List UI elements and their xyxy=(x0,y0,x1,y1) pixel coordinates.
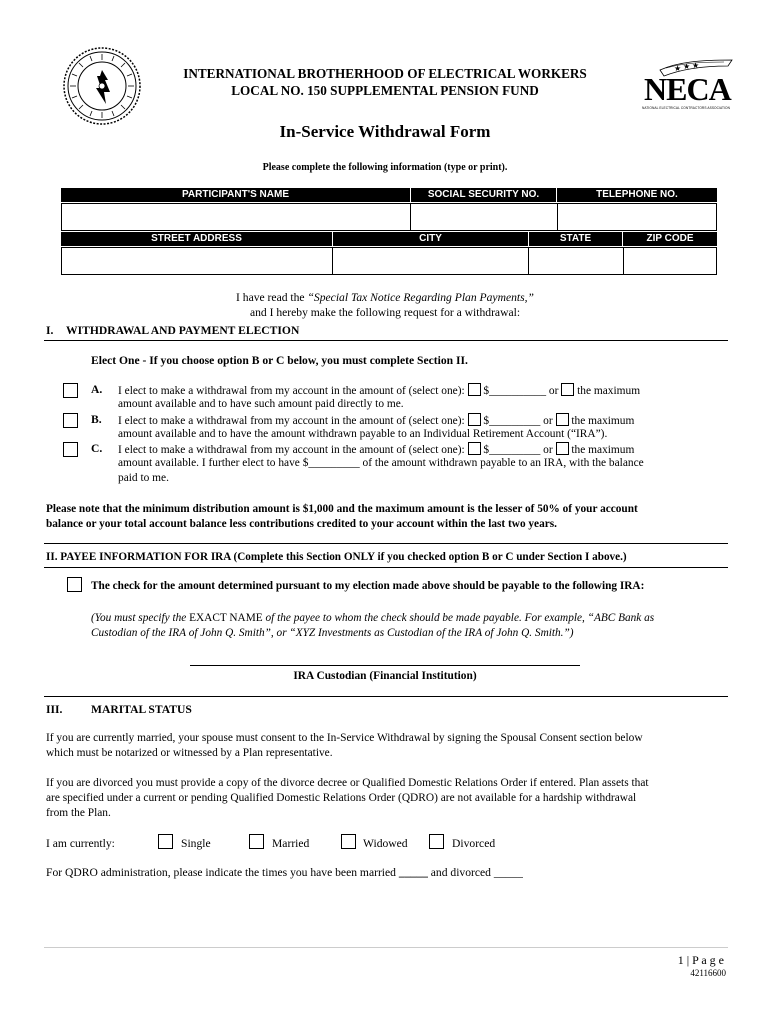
option-c-checkbox[interactable] xyxy=(63,442,78,457)
section1-title: WITHDRAWAL AND PAYMENT ELECTION xyxy=(66,324,300,337)
currently-label: I am currently: xyxy=(46,837,115,850)
option-c-amount-blank: $_________ or xyxy=(483,444,553,456)
section1-divider xyxy=(44,340,728,341)
option-b-letter: B. xyxy=(91,413,102,426)
qdro-line xyxy=(46,866,523,879)
option-b-line2: amount available and to have the amount withdrawn payable to an Individual Retirement Account (“IRA”). xyxy=(118,428,608,440)
section2-title: II. PAYEE INFORMATION FOR IRA (Complete this Section ONLY if you checked option B or C under Section I above.) xyxy=(46,551,627,563)
col-state: STATE xyxy=(529,232,622,246)
option-c-text: I elect to make a withdrawal from my account in the amount of (select one): xyxy=(118,444,465,456)
option-c-amount-checkbox[interactable] xyxy=(468,442,481,455)
times-divorced-field[interactable]: _____ xyxy=(493,866,523,879)
neca-logo-subtext: NATIONAL ELECTRICAL CONTRACTORS ASSOCIATION xyxy=(642,106,731,110)
col-telephone: TELEPHONE NO. xyxy=(557,188,717,202)
option-a-line2: amount available and to have such amount paid directly to me. xyxy=(118,398,404,410)
col-ssn: SOCIAL SECURITY NO. xyxy=(411,188,556,202)
option-a-maximum-label: the maximum xyxy=(577,385,641,397)
street-address-field[interactable] xyxy=(61,247,333,275)
union-seal-logo xyxy=(62,46,142,126)
option-b-maximum-label: the maximum xyxy=(571,415,635,427)
qdro-prefix: For QDRO administration, please indicate the times you have been married xyxy=(46,866,396,879)
col-city: CITY xyxy=(333,232,528,246)
section2-divider-top xyxy=(44,543,728,544)
single-label: Single xyxy=(181,837,211,850)
option-a-maximum-checkbox[interactable] xyxy=(561,383,574,396)
option-b-checkbox[interactable] xyxy=(63,413,78,428)
option-a-amount-checkbox[interactable] xyxy=(468,383,481,396)
col-street-address: STREET ADDRESS xyxy=(61,232,332,246)
svg-text:★: ★ xyxy=(683,62,691,71)
qdro-mid: and divorced xyxy=(427,866,494,879)
ira-payee-checkbox[interactable] xyxy=(67,577,82,592)
option-b-maximum-checkbox[interactable] xyxy=(556,413,569,426)
payee-instruction-c: of the payee to whom the check should be made payable. For example, “ABC Bank as xyxy=(262,612,655,624)
special-tax-notice-title: “Special Tax Notice Regarding Plan Payments,” xyxy=(307,291,534,304)
distribution-note-line1: Please note that the minimum distribution amount is $1,000 and the maximum amount is the lesser of 50% of your account xyxy=(46,503,638,515)
payee-instruction-exact-name: EXACT NAME xyxy=(189,612,263,624)
footer-divider xyxy=(44,947,728,948)
option-a-letter: A. xyxy=(91,383,103,396)
single-checkbox[interactable] xyxy=(158,834,173,849)
option-b-amount-blank: $_________ or xyxy=(483,415,553,427)
option-c-line1 xyxy=(118,442,726,456)
payee-instruction-line1 xyxy=(91,612,654,624)
neca-logo-text: NECA xyxy=(644,71,731,107)
section3-number: III. xyxy=(46,703,63,716)
marital-para2-line1: If you are divorced you must provide a copy of the divorce decree or Qualified Domestic Relations Order if entered. Plan assets that xyxy=(46,777,649,789)
marital-para1-line2: which must be notarized or witnessed by a Plan representative. xyxy=(46,747,333,759)
married-checkbox[interactable] xyxy=(249,834,264,849)
ira-custodian-label: IRA Custodian (Financial Institution) xyxy=(293,670,477,682)
city-field[interactable] xyxy=(332,247,529,275)
option-a-checkbox[interactable] xyxy=(63,383,78,398)
section3-divider-top xyxy=(44,696,728,697)
section1-number: I. xyxy=(46,324,54,337)
ira-custodian-signature-line[interactable] xyxy=(190,665,580,666)
payee-instruction-a: (You must specify the xyxy=(91,612,190,624)
option-b-text: I elect to make a withdrawal from my account in the amount of (select one): xyxy=(118,415,465,427)
org-name-line1: INTERNATIONAL BROTHERHOOD OF ELECTRICAL WORKERS xyxy=(183,66,587,81)
org-name-line2: LOCAL NO. 150 SUPPLEMENTAL PENSION FUND xyxy=(231,83,539,98)
option-c-line2: amount available. I further elect to have $_________ of the amount withdrawn payable to an IRA, with the balance xyxy=(118,457,644,469)
option-b-line1 xyxy=(118,413,726,427)
ira-payee-statement: The check for the amount determined pursuant to my election made above should be payable to the following IRA: xyxy=(91,580,645,592)
payee-instruction-line2: Custodian of the IRA of John Q. Smith”, or “XYZ Investments as Custodian of the IRA of John Q. Smith.”) xyxy=(91,627,574,639)
ssn-field[interactable] xyxy=(410,203,558,231)
section3-title: MARITAL STATUS xyxy=(91,703,192,716)
distribution-note-line2: balance or your total account balance less contributions credited to your account within the last two years. xyxy=(46,518,557,530)
times-married-field[interactable]: _____ xyxy=(398,866,428,879)
married-label: Married xyxy=(272,837,310,850)
section2-divider xyxy=(44,567,728,568)
divorced-label: Divorced xyxy=(452,837,496,850)
option-a-line1 xyxy=(118,383,726,397)
zip-code-field[interactable] xyxy=(623,247,717,275)
elect-one-instruction: Elect One - If you choose option B or C below, you must complete Section II. xyxy=(91,354,468,367)
option-a-amount-blank: $__________ or xyxy=(483,385,559,397)
telephone-field[interactable] xyxy=(557,203,717,231)
option-b-amount-checkbox[interactable] xyxy=(468,413,481,426)
form-title: In-Service Withdrawal Form xyxy=(279,122,491,141)
participant-name-field[interactable] xyxy=(61,203,411,231)
option-c-maximum-checkbox[interactable] xyxy=(556,442,569,455)
form-instructions: Please complete the following information (type or print). xyxy=(262,162,508,173)
intro-line2: and I hereby make the following request for a withdrawal: xyxy=(249,306,521,319)
widowed-checkbox[interactable] xyxy=(341,834,356,849)
option-c-maximum-label: the maximum xyxy=(571,444,635,456)
option-a-text: I elect to make a withdrawal from my account in the amount of (select one): xyxy=(118,385,465,397)
intro-line1 xyxy=(0,291,770,304)
marital-para1-line1: If you are currently married, your spouse must consent to the In-Service Withdrawal by signing the Spousal Consent section below xyxy=(46,732,643,744)
col-participant-name: PARTICIPANT'S NAME xyxy=(61,188,410,202)
widowed-label: Widowed xyxy=(363,837,408,850)
svg-text:★: ★ xyxy=(674,64,682,73)
option-c-line3: paid to me. xyxy=(118,472,169,484)
svg-text:★: ★ xyxy=(692,61,700,70)
page-number: 1 | P a g e xyxy=(677,953,724,967)
divorced-checkbox[interactable] xyxy=(429,834,444,849)
col-zip-code: ZIP CODE xyxy=(623,232,717,246)
marital-para2-line3: from the Plan. xyxy=(46,807,111,819)
neca-logo xyxy=(640,54,736,116)
marital-para2-line2: are specified under a current or pending Qualified Domestic Relations Order (QDRO) are not available for a hardship withdrawal xyxy=(46,792,637,804)
intro-line1-prefix: I have read the xyxy=(236,291,308,304)
option-c-letter: C. xyxy=(91,442,103,455)
state-field[interactable] xyxy=(528,247,624,275)
form-code: 42116600 xyxy=(690,968,726,978)
